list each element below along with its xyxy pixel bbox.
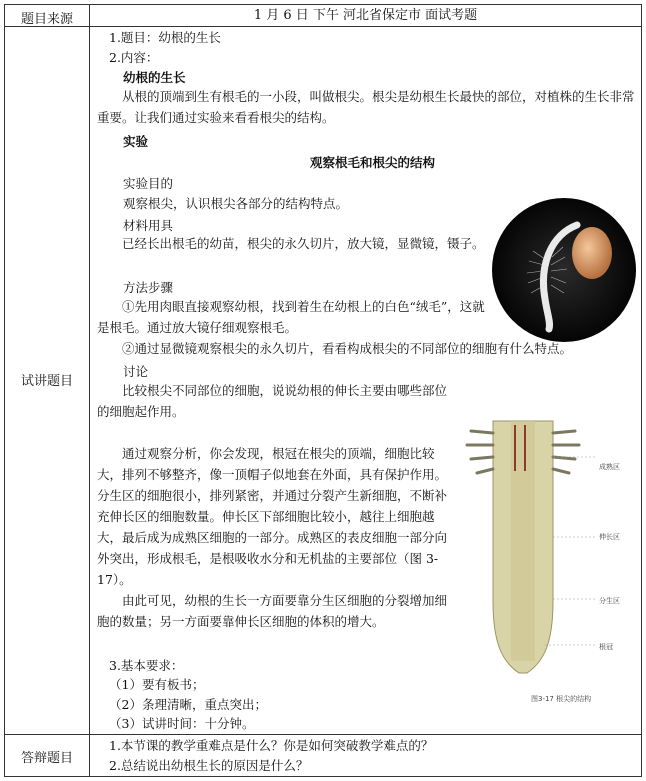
materials-label: 材料用具: [123, 218, 174, 233]
requirement-2: （2）条理清晰，重点突出；: [109, 697, 267, 712]
discuss-text: 比较根尖不同部位的细胞，说说幼根的伸长主要由哪些部位的细胞起作用。: [97, 383, 448, 419]
defense-question-2: 2.总结说出幼根生长的原因是什么？: [109, 758, 309, 773]
section-heading: 幼根的生长: [123, 70, 186, 85]
zone-label-maturation: 成熟区: [599, 463, 620, 471]
method-label: 方法步骤: [123, 280, 174, 295]
column-divider: [89, 5, 90, 776]
conclusion-paragraph: 由此可见，幼根的生长一方面要靠分生区细胞的分裂增加细胞的数量；另一方面要靠伸长区细胞的体积的增大。: [97, 593, 448, 629]
row-divider: [5, 734, 641, 735]
defense-question-1: 1.本节课的教学重难点是什么？你是如何突破教学难点的？: [109, 738, 434, 753]
source-value: 1 月 6 日 下午 河北省保定市 面试考题: [253, 8, 478, 23]
requirement-3: （3）试讲时间：十分钟。: [109, 716, 255, 731]
interview-table: [4, 4, 642, 777]
zone-label-meristem: 分生区: [599, 597, 620, 605]
purpose-text: 观察根尖，认识根尖各部分的结构特点。: [123, 196, 349, 211]
lesson-title: 1.题目：幼根的生长: [109, 30, 221, 45]
purpose-label: 实验目的: [123, 176, 174, 191]
root-tip-diagram: [453, 411, 641, 711]
zone-label-root-cap: 根冠: [599, 643, 613, 651]
defense-topic-label: 答辩题目: [20, 751, 73, 766]
seedling-photo: [489, 195, 639, 345]
step-1: ①先用肉眼直接观察幼根，找到着生在幼根上的白色“绒毛”，这就是根毛。通过放大镜仔细观察根毛。: [97, 299, 485, 335]
row-divider: [5, 26, 641, 27]
source-label: 题目来源: [20, 12, 73, 27]
lecture-topic-label: 试讲题目: [20, 374, 73, 389]
analysis-paragraph: 通过观察分析，你会发现，根冠在根尖的顶端，细胞比较大，排列不够整齐，像一顶帽子似地套在外面，具有保护作用。分生区的细胞很小，排列紧密，并通过分裂产生新细胞，不断补充伸长区的细胞数量。伸长区下部细胞比较小，越往上细胞越大，最后成为成熟区细胞的一部分。成熟区的表皮细胞一部分向外突出，形成根毛，是根吸收水分和无机盐的主要部位（图 3-17）。: [97, 446, 448, 587]
step-2: ②通过显微镜观察根尖的永久切片，看看构成根尖的不同部位的细胞有什么特点。: [122, 341, 573, 356]
zone-label-elongation: 伸长区: [599, 533, 620, 541]
figure-caption: 图3-17 根尖的结构: [531, 695, 592, 703]
content-label: 2.内容：: [109, 50, 159, 65]
discuss-label: 讨论: [123, 364, 149, 379]
experiment-title: 观察根毛和根尖的结构: [310, 155, 436, 170]
materials-text: 已经长出根毛的幼苗，根尖的永久切片，放大镜，显微镜，镊子。: [122, 236, 485, 251]
experiment-heading: 实验: [123, 134, 149, 149]
requirement-1: （1）要有板书；: [109, 677, 205, 692]
requirements-label: 3.基本要求：: [109, 658, 184, 673]
intro-paragraph: 从根的顶端到生有根毛的一小段，叫做根尖。根尖是幼根生长最快的部位，对植株的生长非常重要。让我们通过实验来看看根尖的结构。: [97, 89, 635, 125]
